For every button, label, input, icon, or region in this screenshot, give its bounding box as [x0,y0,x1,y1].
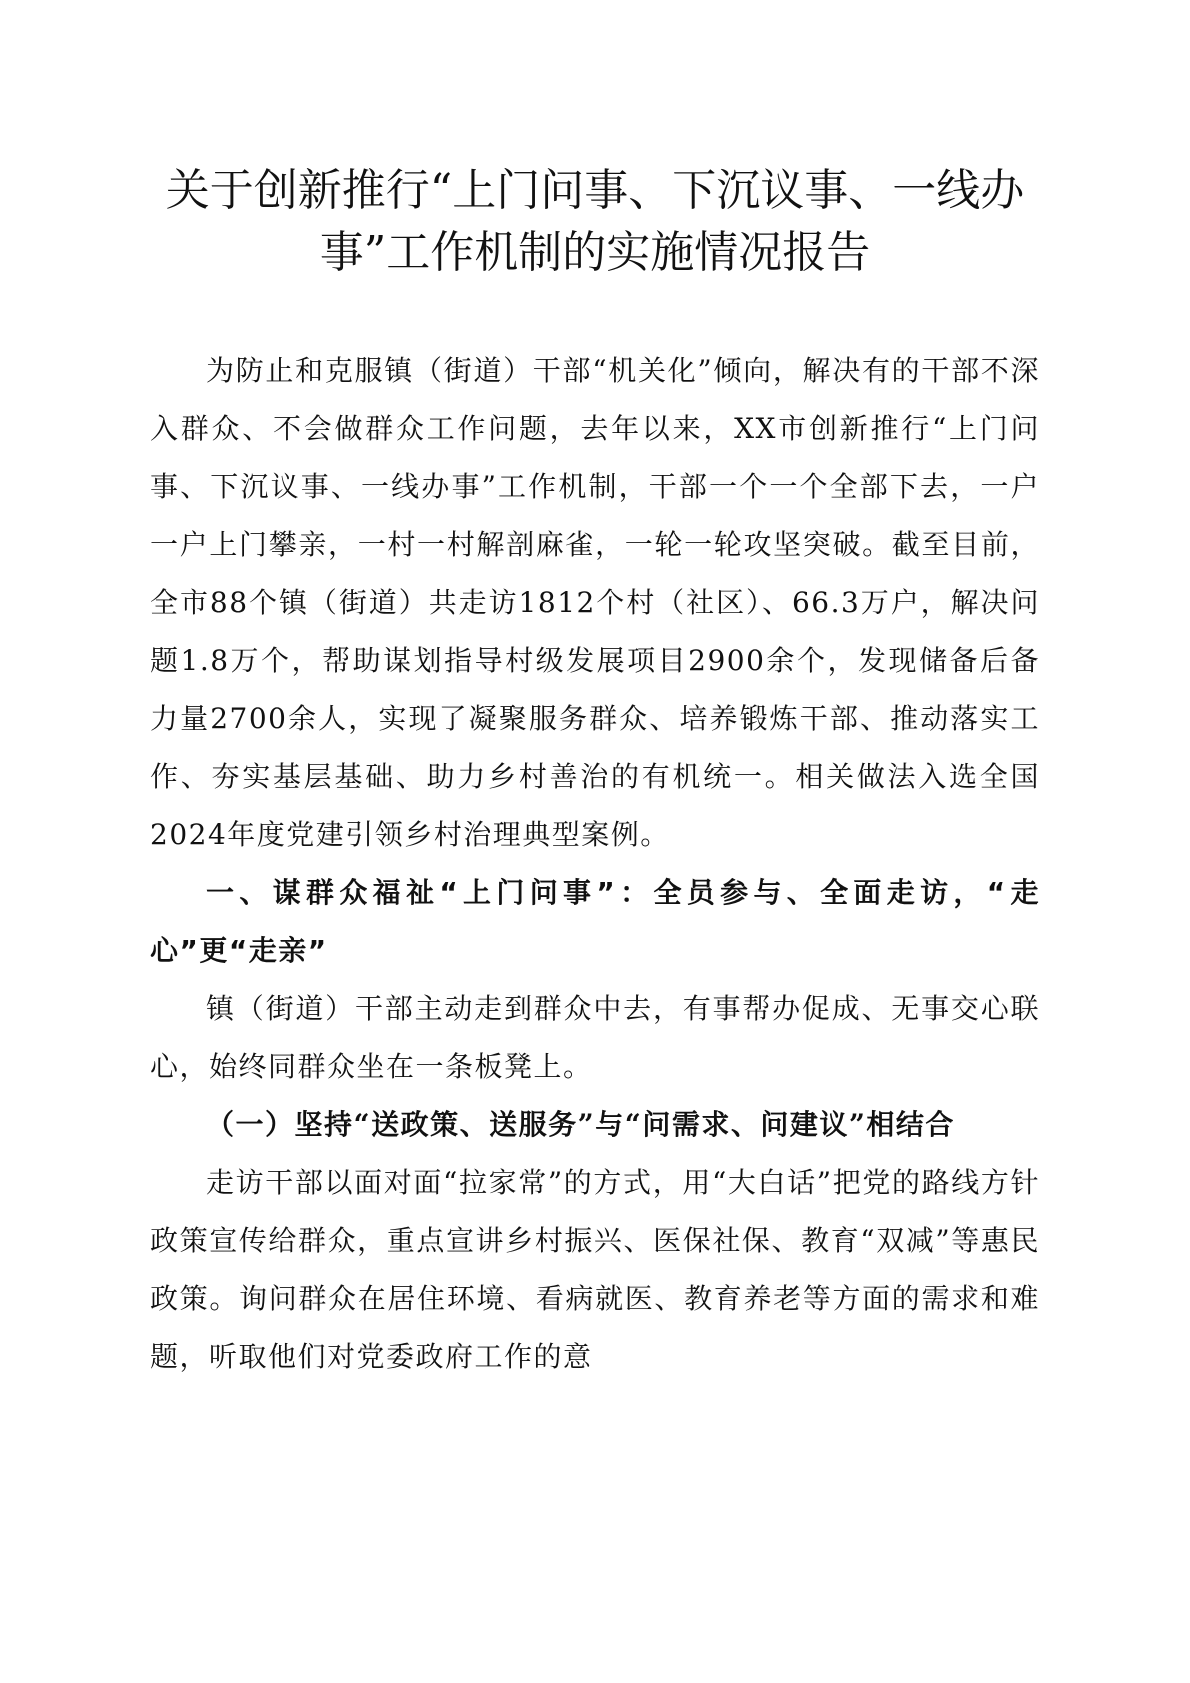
subsection-1-heading: （一）坚持“送政策、送服务”与“问需求、问建议”相结合 [206,1108,955,1141]
section-1-heading: 一、谋群众福祉“上门问事”：全员参与、全面走访，“走心”更“走亲” [150,876,1040,967]
section-1-paragraph: 镇（街道）干部主动走到群众中去，有事帮办促成、无事交心联心，始终同群众坐在一条板凳上。 [150,992,1040,1083]
subsection-1-paragraph: 走访干部以面对面“拉家常”的方式，用“大白话”把党的路线方针政策宣传给群众，重点宣讲乡村振兴、医保社保、教育“双减”等惠民政策。询问群众在居住环境、看病就医、教育养老等方面的需求和难题，听取他们对党委政府工作的意 [150,1166,1040,1373]
document-title: 关于创新推行“上门问事、下沉议事、一线办事”工作机制的实施情况报告 [165,165,1025,278]
document-page [150,160,1040,1386]
intro-paragraph: 为防止和克服镇（街道）干部“机关化”倾向，解决有的干部不深入群众、不会做群众工作问题，去年以来，XX市创新推行“上门问事、下沉议事、一线办事”工作机制，干部一个一个全部下去，一户一户上门攀亲，一村一村解剖麻雀，一轮一轮攻坚突破。截至目前，全市88个镇（街道）共走访1812个村（社区）、66.3万户，解决问题1.8万个，帮助谋划指导村级发展项目2900余个，发现储备后备力量2700余人，实现了凝聚服务群众、培养锻炼干部、推动落实工作、夯实基层基础、助力乡村善治的有机统一。相关做法入选全国2024年度党建引领乡村治理典型案例。 [150,354,1040,851]
